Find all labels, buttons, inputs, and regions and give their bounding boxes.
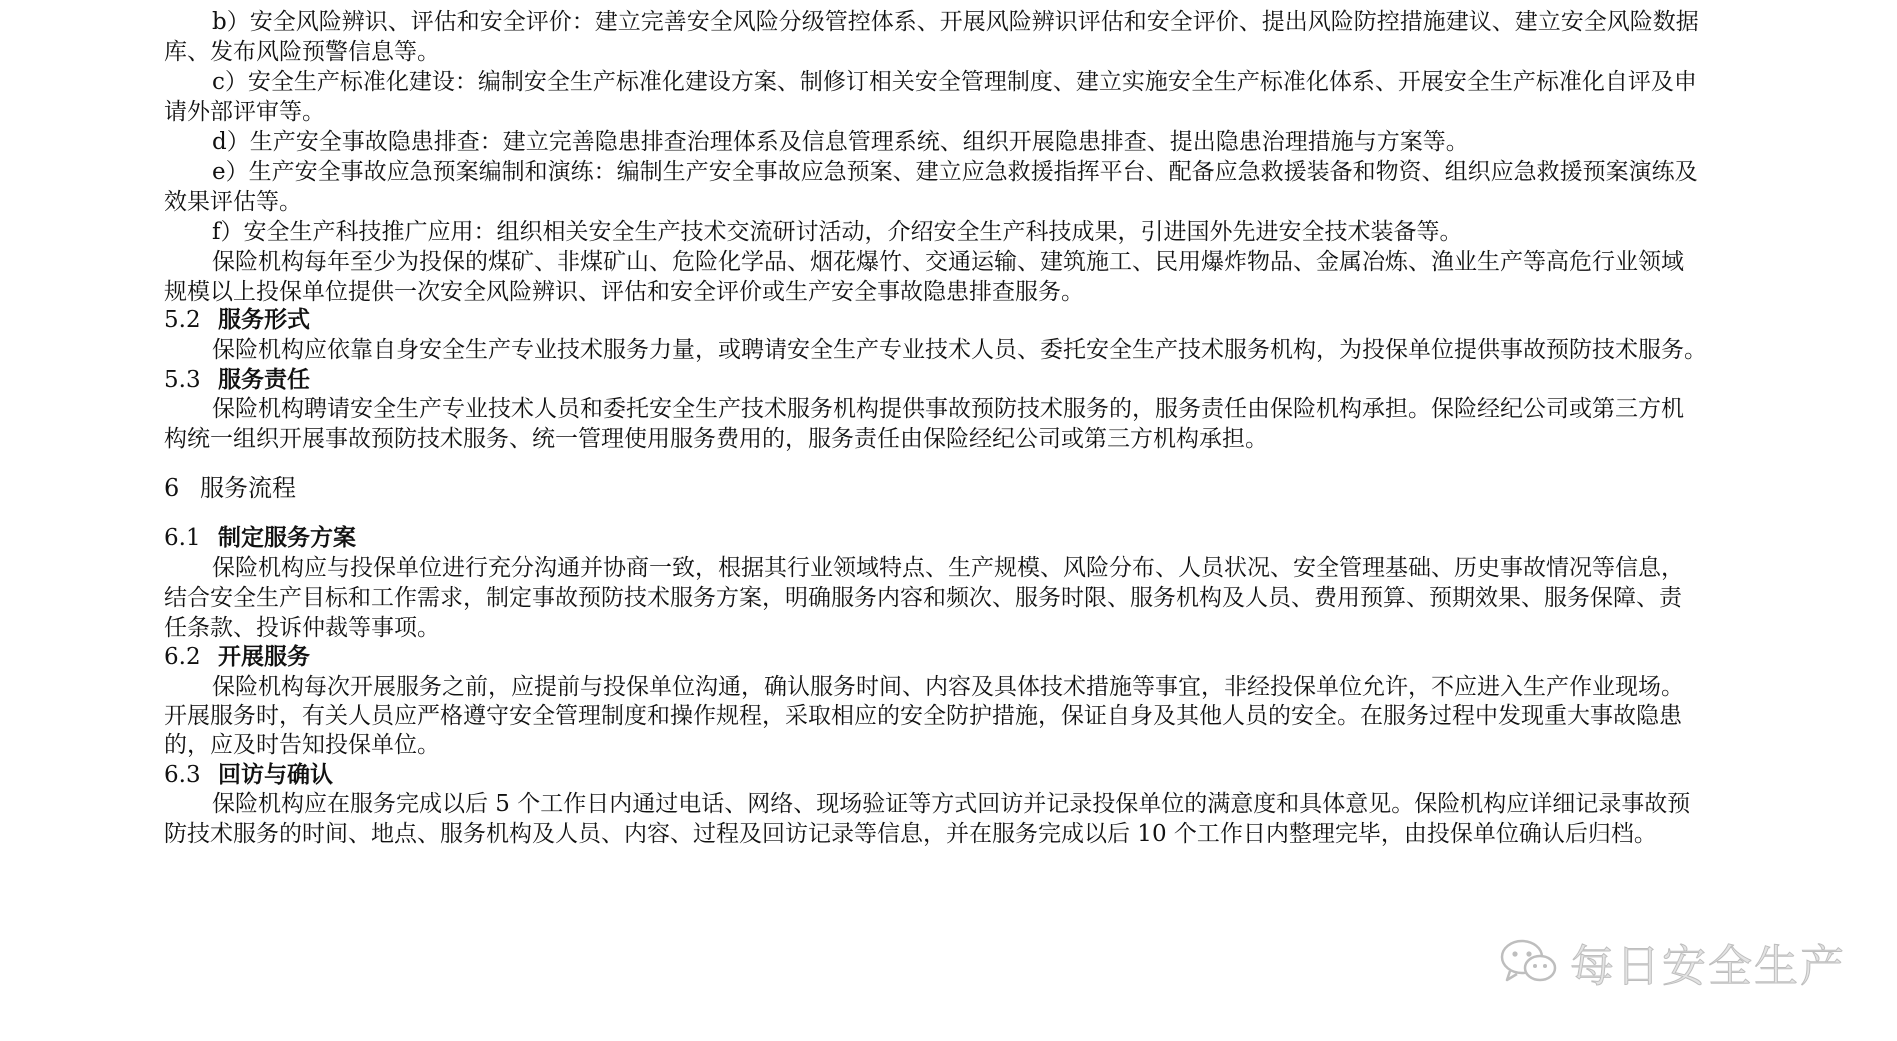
paragraph-line: 保险机构聘请安全生产专业技术人员和委托安全生产技术服务机构提供事故预防技术服务的，服务责任由保险机构承担。保险经纪公司或第三方机 — [212, 396, 1684, 422]
paragraph-line: 保险机构应在服务完成以后 5 个工作日内通过电话、网络、现场验证等方式回访并记录投保单位的满意度和具体意见。保险机构应详细记录事故预 — [212, 791, 1691, 817]
section-title: 服务流程 — [200, 474, 296, 502]
paragraph-line: 保险机构应依靠自身安全生产专业技术服务力量，或聘请安全生产专业技术人员、委托安全生产技术服务机构，为投保单位提供事故预防技术服务。 — [212, 337, 1707, 363]
paragraph-line: c）安全生产标准化建设：编制安全生产标准化建设方案、制修订相关安全管理制度、建立实施安全生产标准化体系、开展安全生产标准化自评及申 — [212, 69, 1697, 95]
section-title: 制定服务方案 — [218, 524, 356, 551]
paragraph-line: 开展服务时，有关人员应严格遵守安全管理制度和操作规程，采取相应的安全防护措施，保证自身及其他人员的安全。在服务过程中发现重大事故隐患 — [164, 703, 1682, 729]
section-title: 回访与确认 — [218, 761, 333, 788]
paragraph-line: f）安全生产科技推广应用：组织相关安全生产技术交流研讨活动，介绍安全生产科技成果，引进国外先进安全技术装备等。 — [212, 219, 1463, 245]
paragraph-line: 保险机构每年至少为投保的煤矿、非煤矿山、危险化学品、烟花爆竹、交通运输、建筑施工、民用爆炸物品、金属冶炼、渔业生产等高危行业领域 — [212, 249, 1684, 275]
section-title: 开展服务 — [218, 643, 310, 670]
paragraph-line: 防技术服务的时间、地点、服务机构及人员、内容、过程及回访记录等信息，并在服务完成以后 10 个工作日内整理完毕，由投保单位确认后归档。 — [164, 821, 1657, 847]
section-number: 5.3 — [164, 367, 201, 393]
paragraph-line: 保险机构应与投保单位进行充分沟通并协商一致，根据其行业领域特点、生产规模、风险分布、人员状况、安全管理基础、历史事故情况等信息， — [212, 555, 1684, 581]
paragraph-line: b）安全风险辨识、评估和安全评价：建立完善安全风险分级管控体系、开展风险辨识评估和安全评价、提出风险防控措施建议、建立安全风险数据 — [212, 9, 1699, 35]
paragraph-line: 请外部评审等。 — [164, 99, 325, 125]
section-title: 服务形式 — [218, 306, 310, 333]
paragraph-line: 的，应及时告知投保单位。 — [164, 732, 440, 758]
paragraph-line: e）生产安全事故应急预案编制和演练：编制生产安全事故应急预案、建立应急救援指挥平台、配备应急救援装备和物资、组织应急救援预案演练及 — [212, 159, 1698, 185]
paragraph-line: 任条款、投诉仲裁等事项。 — [164, 615, 440, 641]
section-heading — [164, 470, 296, 506]
paragraph-line: 效果评估等。 — [164, 189, 302, 215]
section-number: 6.3 — [164, 762, 201, 788]
watermark-text: 每日安全生产 — [1570, 941, 1846, 992]
paragraph-line: 保险机构每次开展服务之前，应提前与投保单位沟通，确认服务时间、内容及具体技术措施等事宜，非经投保单位允许，不应进入生产作业现场。 — [212, 674, 1684, 700]
section-number: 6.1 — [164, 525, 201, 551]
wechat-icon — [1500, 938, 1558, 986]
paragraph-line: 构统一组织开展事故预防技术服务、统一管理使用服务费用的，服务责任由保险经纪公司或第三方机构承担。 — [164, 426, 1268, 452]
document-page — [164, 0, 1754, 1041]
section-number: 6.2 — [164, 644, 201, 670]
paragraph-line: 库、发布风险预警信息等。 — [164, 39, 440, 65]
wechat-watermark — [1500, 932, 1846, 992]
section-number: 6 — [164, 474, 180, 502]
paragraph-line: d）生产安全事故隐患排查：建立完善隐患排查治理体系及信息管理系统、组织开展隐患排查、提出隐患治理措施与方案等。 — [212, 129, 1469, 155]
paragraph-line: 结合安全生产目标和工作需求，制定事故预防技术服务方案，明确服务内容和频次、服务时限、服务机构及人员、费用预算、预期效果、服务保障、责 — [164, 585, 1682, 611]
section-number: 5.2 — [164, 307, 201, 333]
section-title: 服务责任 — [218, 366, 310, 393]
paragraph-line: 规模以上投保单位提供一次安全风险辨识、评估和安全评价或生产安全事故隐患排查服务。 — [164, 279, 1084, 305]
